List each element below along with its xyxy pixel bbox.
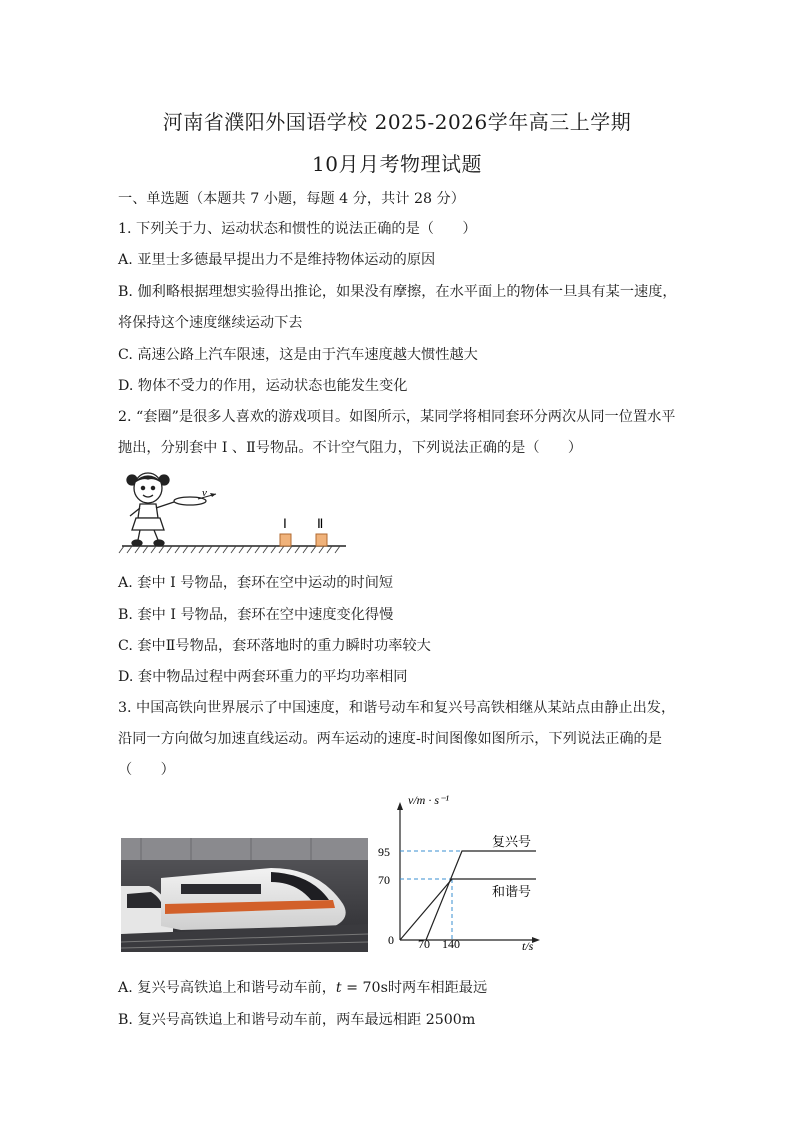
x-tick-70: 70 [418, 937, 430, 951]
q2-stem-line2: 抛出，分别套中 Ⅰ 、Ⅱ号物品。不计空气阻力，下列说法正确的是（ ） [118, 440, 583, 456]
q3-stem-line3: （ ） [118, 762, 175, 778]
origin-label: 0 [388, 933, 394, 947]
item1-label: Ⅰ [283, 516, 287, 531]
q1-option-b-line1: B. 伽利略根据理想实验得出推论，如果没有摩擦，在水平面上的物体一旦具有某一速度， [118, 284, 677, 300]
q2-option-d: D. 套中物品过程中两套环重力的平均功率相同 [118, 669, 408, 685]
q1-option-b-line2: 将保持这个速度继续运动下去 [118, 315, 303, 331]
q2-option-b: B. 套中 Ⅰ 号物品，套环在空中速度变化得慢 [118, 607, 394, 623]
q2-option-c: C. 套中Ⅱ号物品，套环落地时的重力瞬时功率较大 [118, 638, 431, 654]
q3-stem-line2: 沿同一方向做匀加速直线运动。两车运动的速度-时间图像如图所示，下列说法正确的是 [118, 731, 662, 747]
velocity-time-graph [372, 792, 550, 956]
item2-box [316, 534, 327, 546]
q1-option-a: A. 亚里士多德最早提出力不是维持物体运动的原因 [118, 252, 436, 268]
item2-label: Ⅱ [317, 516, 324, 531]
y-tick-70: 70 [378, 873, 390, 887]
v-axis-label: v/m · s⁻¹ [408, 793, 449, 807]
q3-option-a-suffix: = 70s时两车相距最远 [341, 980, 488, 996]
item1-box [280, 534, 291, 546]
q2-stem-line1: 2. “套圈”是很多人喜欢的游戏项目。如图所示，某同学将相同套环分两次从同一位置水平 [118, 409, 676, 425]
train-photo [121, 838, 368, 952]
x-tick-140: 140 [442, 937, 460, 951]
hexie-label: 和谐号 [492, 885, 532, 900]
t-axis-label: t/s [522, 939, 534, 953]
q3-stem-line1: 3. 中国高铁向世界展示了中国速度，和谐号动车和复兴号高铁相继从某站点由静止出发， [118, 700, 676, 716]
girl-illustration [127, 473, 174, 546]
q3-option-a-t: t [335, 980, 342, 996]
q3-option-b: B. 复兴号高铁追上和谐号动车前，两车最远相距 2500m [118, 1012, 476, 1028]
section-heading: 一、单选题（本题共 7 小题，每题 4 分，共计 28 分） [118, 191, 465, 207]
q3-option-a [118, 977, 487, 997]
q1-option-d: D. 物体不受力的作用，运动状态也能发生变化 [118, 378, 408, 394]
fuxing-label: 复兴号 [492, 835, 532, 850]
q1-stem: 1. 下列关于力、运动状态和惯性的说法正确的是（ ） [118, 221, 477, 237]
exam-title-line2: 10月月考物理试题 [312, 152, 482, 176]
exam-title-line1: 河南省濮阳外国语学校 2025-2026学年高三上学期 [162, 110, 632, 134]
ring-toss-figure [118, 468, 353, 558]
velocity-label: v [202, 487, 207, 499]
y-tick-95: 95 [378, 845, 390, 859]
q1-option-c: C. 高速公路上汽车限速，这是由于汽车速度越大惯性越大 [118, 347, 478, 363]
q2-option-a: A. 套中 Ⅰ 号物品，套环在空中运动的时间短 [118, 575, 394, 591]
q3-option-a-prefix: A. 复兴号高铁追上和谐号动车前， [118, 980, 336, 996]
ground-hatching [119, 546, 340, 553]
